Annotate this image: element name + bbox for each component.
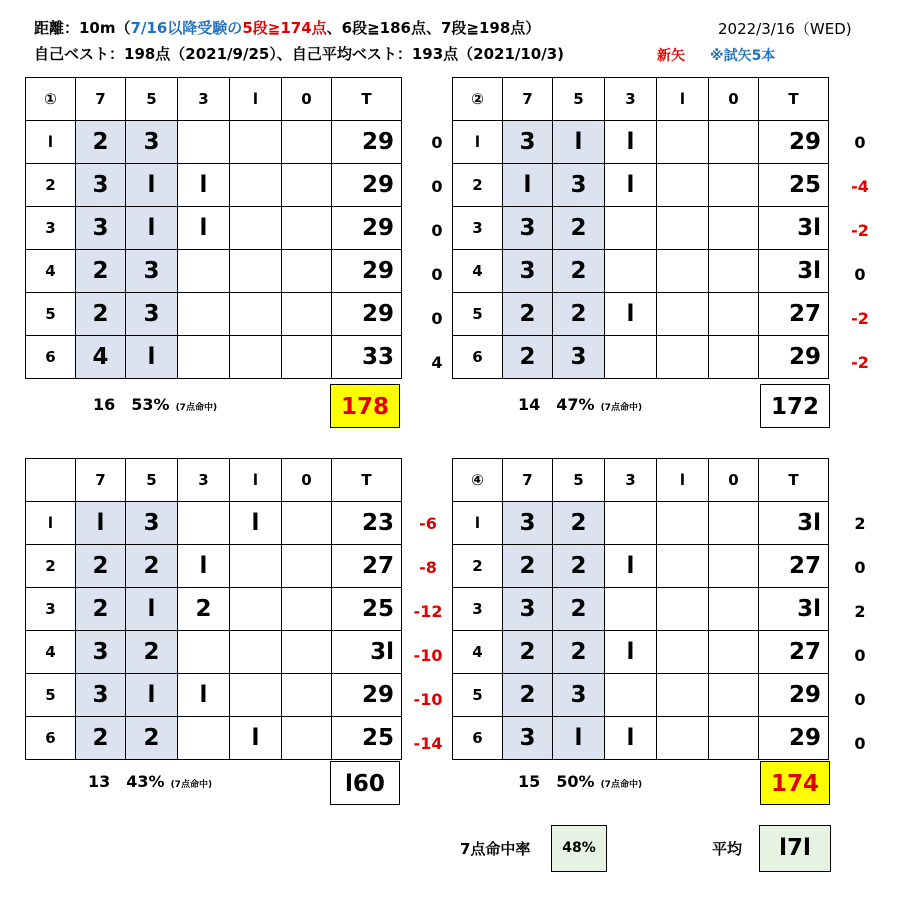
hit-count-cell: 2 bbox=[503, 545, 553, 588]
hit-count-cell bbox=[282, 250, 332, 293]
hit-count-cell: l bbox=[126, 588, 178, 631]
hit-count-cell bbox=[282, 717, 332, 760]
column-header: 5 bbox=[553, 459, 605, 502]
end-total: 27 bbox=[759, 293, 829, 336]
column-header: 7 bbox=[76, 78, 126, 121]
table-row bbox=[453, 336, 829, 379]
seven-hit-count: 15 bbox=[518, 772, 541, 791]
column-header: T bbox=[332, 459, 402, 502]
table-row bbox=[26, 207, 402, 250]
hit-count-cell bbox=[709, 717, 759, 760]
score-difference: 0 bbox=[854, 265, 866, 284]
new-arrow-label: 新矢 bbox=[657, 48, 685, 64]
end-number: 6 bbox=[26, 336, 76, 379]
hit-count-cell: 2 bbox=[76, 545, 126, 588]
score-difference: 4 bbox=[431, 353, 443, 372]
end-total: 3l bbox=[759, 250, 829, 293]
round-3-table bbox=[25, 458, 402, 760]
hit-count-cell bbox=[282, 336, 332, 379]
hit-count-cell: 2 bbox=[553, 250, 605, 293]
hit-count-cell: 3 bbox=[553, 674, 605, 717]
hit-count-cell: l bbox=[605, 293, 657, 336]
hit-count-cell: 2 bbox=[126, 717, 178, 760]
hit-count-cell bbox=[230, 121, 282, 164]
distance-line: 距離：10m（7/16以降受験の5段≧174点、6段≧186点、7段≧198点） bbox=[34, 19, 541, 37]
end-number: 4 bbox=[26, 631, 76, 674]
hit-count-cell: 2 bbox=[553, 631, 605, 674]
round-number: ① bbox=[26, 78, 76, 121]
hit-count-cell bbox=[657, 293, 709, 336]
table-row bbox=[26, 250, 402, 293]
round-2-total: 172 bbox=[760, 384, 830, 428]
end-total: 29 bbox=[332, 293, 402, 336]
end-number: 3 bbox=[26, 588, 76, 631]
hit-count-cell: 3 bbox=[76, 674, 126, 717]
round-1-summary bbox=[93, 395, 217, 418]
hit-count-cell: l bbox=[605, 631, 657, 674]
end-total: 25 bbox=[759, 164, 829, 207]
hit-count-cell bbox=[605, 502, 657, 545]
hit-count-cell bbox=[709, 631, 759, 674]
hit-count-cell bbox=[282, 121, 332, 164]
seven-hit-count: 14 bbox=[518, 395, 541, 414]
score-difference: 0 bbox=[431, 309, 443, 328]
hit-rate-value: 48% bbox=[551, 825, 607, 872]
seven-hit-note: (7点命中) bbox=[175, 403, 218, 413]
hit-count-cell bbox=[657, 164, 709, 207]
end-total: 27 bbox=[332, 545, 402, 588]
column-header: l bbox=[657, 78, 709, 121]
hit-count-cell bbox=[709, 545, 759, 588]
end-total: 29 bbox=[332, 121, 402, 164]
round-3-total: l60 bbox=[330, 761, 400, 805]
end-number: 5 bbox=[26, 293, 76, 336]
column-header: l bbox=[230, 459, 282, 502]
end-number: l bbox=[26, 121, 76, 164]
hit-count-cell: l bbox=[178, 674, 230, 717]
hit-count-cell bbox=[709, 502, 759, 545]
end-number: 4 bbox=[26, 250, 76, 293]
score-difference: -4 bbox=[851, 177, 869, 196]
table-row bbox=[453, 631, 829, 674]
hit-count-cell: 2 bbox=[76, 293, 126, 336]
hit-count-cell: 2 bbox=[553, 588, 605, 631]
round-1-total: 178 bbox=[330, 384, 400, 428]
hit-count-cell: 2 bbox=[553, 502, 605, 545]
hit-count-cell bbox=[657, 250, 709, 293]
end-number: 2 bbox=[26, 164, 76, 207]
hit-count-cell: 2 bbox=[126, 631, 178, 674]
round-4-table bbox=[452, 458, 829, 760]
end-number: 2 bbox=[26, 545, 76, 588]
end-total: 3l bbox=[759, 207, 829, 250]
column-header: 0 bbox=[282, 459, 332, 502]
hit-count-cell bbox=[178, 293, 230, 336]
end-number: 2 bbox=[453, 545, 503, 588]
hit-count-cell bbox=[657, 336, 709, 379]
hit-count-cell bbox=[657, 502, 709, 545]
hit-count-cell bbox=[282, 588, 332, 631]
hit-count-cell: l bbox=[126, 336, 178, 379]
hit-count-cell: 3 bbox=[503, 207, 553, 250]
score-difference: -10 bbox=[413, 690, 443, 709]
seven-hit-count: 13 bbox=[88, 772, 111, 791]
hit-count-cell: 2 bbox=[503, 293, 553, 336]
hit-count-cell bbox=[230, 631, 282, 674]
hit-count-cell: 2 bbox=[553, 293, 605, 336]
hit-count-cell: 4 bbox=[76, 336, 126, 379]
seven-hit-count: 16 bbox=[93, 395, 116, 414]
table-row bbox=[26, 336, 402, 379]
seven-hit-note: (7点命中) bbox=[170, 780, 213, 790]
table-row bbox=[453, 207, 829, 250]
seven-hit-note: (7点命中) bbox=[600, 780, 643, 790]
end-number: 4 bbox=[453, 631, 503, 674]
end-total: 33 bbox=[332, 336, 402, 379]
round-3-differences bbox=[408, 502, 448, 766]
hit-count-cell: 3 bbox=[126, 250, 178, 293]
trial-arrow-note: ※試矢5本 bbox=[710, 48, 776, 64]
end-total: 23 bbox=[332, 502, 402, 545]
hit-count-cell bbox=[282, 502, 332, 545]
end-number: 5 bbox=[453, 674, 503, 717]
round-4-total: 174 bbox=[760, 761, 830, 805]
hit-count-cell: 2 bbox=[553, 545, 605, 588]
end-total: 27 bbox=[759, 631, 829, 674]
column-header: T bbox=[332, 78, 402, 121]
end-number: 5 bbox=[453, 293, 503, 336]
column-header: l bbox=[657, 459, 709, 502]
hit-count-cell: l bbox=[605, 545, 657, 588]
column-header: l bbox=[230, 78, 282, 121]
score-difference: 0 bbox=[431, 133, 443, 152]
hit-count-cell bbox=[282, 545, 332, 588]
score-difference: -6 bbox=[419, 514, 437, 533]
hit-count-cell bbox=[230, 588, 282, 631]
hit-count-cell: 3 bbox=[553, 164, 605, 207]
hit-count-cell: l bbox=[553, 717, 605, 760]
hit-count-cell bbox=[657, 545, 709, 588]
end-number: 3 bbox=[453, 588, 503, 631]
hit-count-cell bbox=[709, 164, 759, 207]
end-number: 3 bbox=[453, 207, 503, 250]
hit-count-cell bbox=[605, 207, 657, 250]
table-row bbox=[453, 164, 829, 207]
average-value: l7l bbox=[759, 825, 831, 872]
end-number: 6 bbox=[26, 717, 76, 760]
hit-count-cell bbox=[709, 121, 759, 164]
hit-count-cell bbox=[178, 717, 230, 760]
table-row bbox=[453, 121, 829, 164]
hit-count-cell bbox=[230, 293, 282, 336]
date: 2022/3/16（WED) bbox=[718, 20, 852, 38]
round-1-differences bbox=[417, 121, 457, 385]
end-total: 29 bbox=[759, 336, 829, 379]
table-row bbox=[26, 631, 402, 674]
score-difference: 0 bbox=[854, 646, 866, 665]
average-label: 平均 bbox=[712, 840, 743, 858]
table-row bbox=[453, 293, 829, 336]
hit-count-cell bbox=[178, 631, 230, 674]
table-row bbox=[26, 717, 402, 760]
score-difference: -12 bbox=[413, 602, 443, 621]
hit-count-cell: 3 bbox=[503, 502, 553, 545]
hit-count-cell bbox=[709, 250, 759, 293]
end-number: 5 bbox=[26, 674, 76, 717]
end-total: 3l bbox=[759, 588, 829, 631]
end-number: l bbox=[453, 121, 503, 164]
hit-count-cell: l bbox=[553, 121, 605, 164]
seven-hit-percent: 53% bbox=[131, 395, 170, 414]
end-total: 29 bbox=[332, 164, 402, 207]
score-difference: 0 bbox=[854, 690, 866, 709]
seven-hit-note: (7点命中) bbox=[600, 403, 643, 413]
hit-count-cell bbox=[709, 207, 759, 250]
end-total: 29 bbox=[759, 717, 829, 760]
hit-count-cell bbox=[230, 250, 282, 293]
end-number: 3 bbox=[26, 207, 76, 250]
hit-count-cell: 2 bbox=[178, 588, 230, 631]
hit-count-cell bbox=[178, 336, 230, 379]
column-header: 3 bbox=[178, 459, 230, 502]
score-difference: 0 bbox=[431, 177, 443, 196]
hit-count-cell: l bbox=[178, 164, 230, 207]
end-total: 29 bbox=[332, 250, 402, 293]
hit-count-cell bbox=[178, 250, 230, 293]
end-total: 27 bbox=[759, 545, 829, 588]
hit-count-cell: l bbox=[178, 545, 230, 588]
hit-count-cell bbox=[709, 588, 759, 631]
round-3-summary bbox=[88, 772, 212, 795]
table-row bbox=[26, 502, 402, 545]
score-difference: 0 bbox=[854, 734, 866, 753]
hit-count-cell bbox=[657, 631, 709, 674]
hit-count-cell: 2 bbox=[553, 207, 605, 250]
end-total: 29 bbox=[332, 674, 402, 717]
hit-count-cell bbox=[282, 631, 332, 674]
hit-count-cell: 3 bbox=[126, 502, 178, 545]
column-header: 5 bbox=[126, 78, 178, 121]
end-number: 6 bbox=[453, 717, 503, 760]
end-total: 29 bbox=[759, 674, 829, 717]
hit-count-cell bbox=[605, 336, 657, 379]
hit-count-cell: 3 bbox=[553, 336, 605, 379]
seven-hit-percent: 47% bbox=[556, 395, 595, 414]
hit-count-cell: 3 bbox=[126, 293, 178, 336]
table-row bbox=[26, 588, 402, 631]
hit-count-cell bbox=[605, 588, 657, 631]
score-difference: 0 bbox=[431, 221, 443, 240]
hit-count-cell: l bbox=[76, 502, 126, 545]
column-header: 0 bbox=[709, 459, 759, 502]
hit-count-cell bbox=[605, 674, 657, 717]
hit-count-cell: 2 bbox=[76, 121, 126, 164]
hit-count-cell bbox=[230, 545, 282, 588]
end-number: 2 bbox=[453, 164, 503, 207]
hit-count-cell: 3 bbox=[76, 164, 126, 207]
hit-count-cell bbox=[709, 293, 759, 336]
score-difference: 0 bbox=[431, 265, 443, 284]
seven-hit-percent: 50% bbox=[556, 772, 595, 791]
hit-count-cell: l bbox=[605, 164, 657, 207]
column-header: 7 bbox=[76, 459, 126, 502]
hit-count-cell bbox=[230, 674, 282, 717]
hit-count-cell bbox=[230, 207, 282, 250]
round-number: ② bbox=[453, 78, 503, 121]
column-header: T bbox=[759, 459, 829, 502]
round-4-summary bbox=[518, 772, 642, 795]
hit-count-cell: l bbox=[503, 164, 553, 207]
table-row bbox=[453, 588, 829, 631]
hit-count-cell bbox=[230, 164, 282, 207]
hit-count-cell: 2 bbox=[126, 545, 178, 588]
hit-count-cell: l bbox=[126, 207, 178, 250]
end-number: l bbox=[26, 502, 76, 545]
end-total: 3l bbox=[759, 502, 829, 545]
hit-count-cell bbox=[709, 674, 759, 717]
column-header: 3 bbox=[605, 78, 657, 121]
hit-count-cell: 3 bbox=[76, 631, 126, 674]
hit-count-cell bbox=[657, 207, 709, 250]
end-total: 25 bbox=[332, 588, 402, 631]
hit-count-cell: l bbox=[230, 502, 282, 545]
round-2-summary bbox=[518, 395, 642, 418]
hit-count-cell bbox=[709, 336, 759, 379]
score-difference: -2 bbox=[851, 353, 869, 372]
hit-count-cell: 3 bbox=[76, 207, 126, 250]
column-header: 7 bbox=[503, 459, 553, 502]
hit-count-cell: l bbox=[605, 121, 657, 164]
table-row bbox=[26, 545, 402, 588]
hit-count-cell bbox=[605, 250, 657, 293]
table-row bbox=[453, 717, 829, 760]
hit-count-cell: 3 bbox=[503, 250, 553, 293]
end-total: 25 bbox=[332, 717, 402, 760]
seven-hit-percent: 43% bbox=[126, 772, 165, 791]
round-1-table bbox=[25, 77, 402, 379]
table-row bbox=[26, 674, 402, 717]
hit-count-cell: 2 bbox=[76, 250, 126, 293]
round-number bbox=[26, 459, 76, 502]
table-row bbox=[26, 164, 402, 207]
round-2-differences bbox=[840, 121, 880, 385]
end-number: 6 bbox=[453, 336, 503, 379]
round-4-differences bbox=[840, 502, 880, 766]
hit-count-cell bbox=[657, 717, 709, 760]
hit-count-cell: 2 bbox=[503, 674, 553, 717]
hit-count-cell: l bbox=[230, 717, 282, 760]
column-header: 5 bbox=[553, 78, 605, 121]
column-header: 3 bbox=[605, 459, 657, 502]
score-difference: -10 bbox=[413, 646, 443, 665]
column-header: 5 bbox=[126, 459, 178, 502]
end-total: 29 bbox=[332, 207, 402, 250]
hit-count-cell bbox=[178, 121, 230, 164]
score-difference: -14 bbox=[413, 734, 443, 753]
hit-count-cell: l bbox=[126, 164, 178, 207]
hit-count-cell bbox=[282, 293, 332, 336]
hit-count-cell: 3 bbox=[503, 121, 553, 164]
table-row bbox=[26, 293, 402, 336]
hit-count-cell: 2 bbox=[503, 336, 553, 379]
hit-count-cell bbox=[230, 336, 282, 379]
score-difference: -2 bbox=[851, 221, 869, 240]
hit-count-cell: 2 bbox=[503, 631, 553, 674]
hit-count-cell: 2 bbox=[76, 588, 126, 631]
end-total: 3l bbox=[332, 631, 402, 674]
score-difference: 2 bbox=[854, 514, 866, 533]
hit-count-cell bbox=[282, 164, 332, 207]
hit-count-cell bbox=[657, 121, 709, 164]
table-row bbox=[453, 545, 829, 588]
hit-count-cell bbox=[657, 674, 709, 717]
hit-count-cell bbox=[282, 207, 332, 250]
end-total: 29 bbox=[759, 121, 829, 164]
table-row bbox=[453, 674, 829, 717]
table-row bbox=[26, 121, 402, 164]
score-difference: -2 bbox=[851, 309, 869, 328]
hit-count-cell: 3 bbox=[126, 121, 178, 164]
score-difference: 0 bbox=[854, 558, 866, 577]
score-difference: 0 bbox=[854, 133, 866, 152]
hit-count-cell: l bbox=[605, 717, 657, 760]
table-row bbox=[453, 250, 829, 293]
personal-best-line: 自己ベスト：198点（2021/9/25）、自己平均ベスト：193点（2021/10/3) bbox=[34, 45, 565, 63]
round-number: ④ bbox=[453, 459, 503, 502]
column-header: T bbox=[759, 78, 829, 121]
column-header: 3 bbox=[178, 78, 230, 121]
table-row bbox=[453, 502, 829, 545]
hit-rate-label: 7点命中率 bbox=[460, 840, 531, 858]
score-difference: -8 bbox=[419, 558, 437, 577]
column-header: 0 bbox=[282, 78, 332, 121]
round-2-table bbox=[452, 77, 829, 379]
hit-count-cell bbox=[282, 674, 332, 717]
hit-count-cell: l bbox=[126, 674, 178, 717]
hit-count-cell: 2 bbox=[76, 717, 126, 760]
hit-count-cell: 3 bbox=[503, 588, 553, 631]
end-number: 4 bbox=[453, 250, 503, 293]
end-number: l bbox=[453, 502, 503, 545]
hit-count-cell bbox=[657, 588, 709, 631]
score-difference: 2 bbox=[854, 602, 866, 621]
hit-count-cell: 3 bbox=[503, 717, 553, 760]
column-header: 7 bbox=[503, 78, 553, 121]
hit-count-cell: l bbox=[178, 207, 230, 250]
column-header: 0 bbox=[709, 78, 759, 121]
hit-count-cell bbox=[178, 502, 230, 545]
